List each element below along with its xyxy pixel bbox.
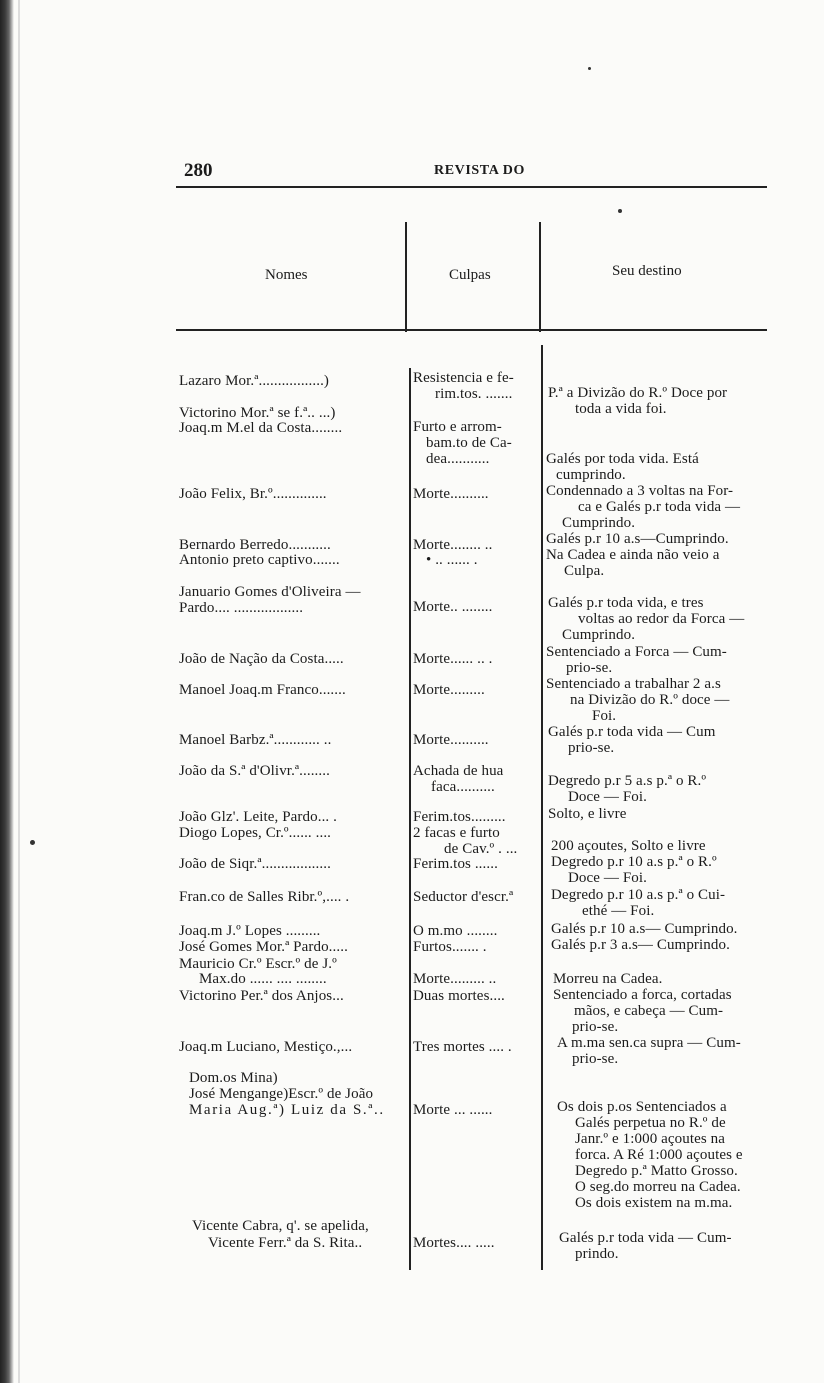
destino-entry: Doce — Foi. (568, 789, 648, 805)
name-entry: Bernardo Berredo........... (179, 537, 331, 553)
header-rule (176, 186, 767, 188)
destino-entry: Galés p.r toda vida, e tres (548, 595, 704, 611)
name-entry: Vicente Ferr.ª da S. Rita.. (208, 1235, 363, 1251)
ink-speck (588, 67, 591, 70)
page-spine-shadow (0, 0, 14, 1383)
destino-entry: Galés por toda vida. Está (546, 451, 699, 467)
destino-entry: Cumprindo. (562, 515, 636, 531)
name-entry: João Felix, Br.º.............. (179, 486, 327, 502)
culpa-entry: Furtos....... . (413, 939, 487, 955)
column-header-culpas: Culpas (449, 267, 491, 283)
column-divider (409, 368, 411, 1270)
culpa-entry: Morte......... .. (413, 971, 497, 987)
destino-entry: P.ª a Divizão do R.º Doce por (548, 385, 728, 401)
culpa-entry: Resistencia e fe- (413, 370, 514, 386)
destino-entry: Degredo p.ª Matto Grosso. (575, 1163, 738, 1179)
name-entry: Victorino Mor.ª se f.ª.. ...) (179, 405, 336, 421)
destino-entry: Sentenciado a trabalhar 2 a.s (546, 676, 721, 692)
destino-entry: Os dois existem na m.ma. (575, 1195, 733, 1211)
culpa-entry: Morte.......... (413, 486, 489, 502)
name-entry: Diogo Lopes, Cr.º...... .... (179, 825, 332, 841)
destino-entry: prio-se. (566, 660, 613, 676)
destino-entry: 200 açoutes, Solto e livre (551, 838, 706, 854)
culpa-entry: Morte.. ........ (413, 599, 493, 615)
name-entry: Victorino Per.ª dos Anjos... (179, 988, 344, 1004)
destino-entry: Cumprindo. (562, 627, 636, 643)
destino-entry: Galés perpetua no R.º de (575, 1115, 726, 1131)
name-entry: Maria Aug.ª) Luiz da S.ª.. (189, 1102, 385, 1118)
culpa-entry: • .. ...... . (426, 552, 478, 568)
culpa-entry: Ferim.tos ...... (413, 856, 498, 872)
culpa-entry: Achada de hua (413, 763, 504, 779)
destino-entry: voltas ao redor da Forca — (578, 611, 745, 627)
name-entry: João de Nação da Costa..... (179, 651, 344, 667)
ink-speck (30, 840, 35, 845)
name-entry: João de Siqr.ª.................. (179, 856, 331, 872)
name-entry: Manoel Joaq.m Franco....... (179, 682, 346, 698)
name-entry: Dom.os Mina) (189, 1070, 278, 1086)
destino-entry: Janr.º e 1:000 açoutes na (575, 1131, 726, 1147)
destino-entry: Galés p.r 3 a.s— Cumprindo. (551, 937, 730, 953)
destino-entry: prindo. (575, 1246, 619, 1262)
destino-entry: Galés p.r toda vida — Cum (548, 724, 716, 740)
destino-entry: prio-se. (572, 1019, 619, 1035)
name-entry: João da S.ª d'Olivr.ª........ (179, 763, 330, 779)
destino-entry: Galés p.r 10 a.s— Cumprindo. (551, 921, 738, 937)
destino-entry: Degredo p.r 10 a.s p.ª o R.º (551, 854, 717, 870)
culpa-entry: 2 facas e furto (413, 825, 500, 841)
culpa-entry: O m.mo ........ (413, 923, 498, 939)
culpa-entry: Duas mortes.... (413, 988, 505, 1004)
destino-entry: Sentenciado a Forca — Cum- (546, 644, 727, 660)
name-entry: Joaq.m J.º Lopes ......... (179, 923, 321, 939)
destino-entry: Culpa. (564, 563, 605, 579)
culpa-entry: Morte........ .. (413, 537, 493, 553)
destino-entry: Galés p.r 10 a.s—Cumprindo. (546, 531, 729, 547)
column-header-rule (176, 329, 767, 331)
culpa-entry: rim.tos. ....... (435, 386, 513, 402)
culpa-entry: Morte......... (413, 682, 485, 698)
culpa-entry: Morte.......... (413, 732, 489, 748)
name-entry: João Glz'. Leite, Pardo... . (179, 809, 337, 825)
culpa-entry: Seductor d'escr.ª (413, 889, 514, 905)
running-title: REVISTA DO (434, 163, 525, 178)
culpa-entry: Tres mortes .... . (413, 1039, 512, 1055)
culpa-entry: faca.......... (431, 779, 495, 795)
name-entry: Joaq.m M.el da Costa........ (179, 420, 343, 436)
destino-entry: ca e Galés p.r toda vida — (578, 499, 741, 515)
destino-entry: mãos, e cabeça — Cum- (574, 1003, 724, 1019)
column-divider (539, 222, 541, 332)
culpa-entry: Furto e arrom- (413, 419, 502, 435)
name-entry: José Mengange)Escr.º de João (189, 1086, 374, 1102)
destino-entry: prio-se. (568, 740, 615, 756)
destino-entry: Foi. (592, 708, 617, 724)
destino-entry: Condennado a 3 voltas na For- (546, 483, 734, 499)
culpa-entry: bam.to de Ca- (426, 435, 512, 451)
name-entry: Mauricio Cr.º Escr.º de J.º (179, 956, 337, 972)
culpa-entry: Mortes.... ..... (413, 1235, 495, 1251)
destino-entry: prio-se. (572, 1051, 619, 1067)
destino-entry: Doce — Foi. (568, 870, 648, 886)
destino-entry: forca. A Ré 1:000 açoutes e (575, 1147, 743, 1163)
name-entry: Vicente Cabra, q'. se apelida, (192, 1218, 369, 1234)
name-entry: Pardo.... .................. (179, 600, 304, 616)
name-entry: Max.do ...... .... ........ (199, 971, 327, 987)
culpa-entry: Morte ... ...... (413, 1102, 493, 1118)
destino-entry: O seg.do morreu na Cadea. (575, 1179, 741, 1195)
destino-entry: Sentenciado a forca, cortadas (553, 987, 732, 1003)
column-divider (541, 345, 543, 1270)
destino-entry: Na Cadea e ainda não veio a (546, 547, 720, 563)
destino-entry: Morreu na Cadea. (553, 971, 663, 987)
column-header-destino: Seu destino (612, 263, 682, 279)
column-divider (405, 222, 407, 332)
name-entry: Lazaro Mor.ª.................) (179, 373, 330, 389)
page-gutter-line (18, 0, 20, 1383)
name-entry: Manoel Barbz.ª............ .. (179, 732, 332, 748)
name-entry: Januario Gomes d'Oliveira — (179, 584, 361, 600)
destino-entry: Os dois p.os Sentenciados a (557, 1099, 727, 1115)
name-entry: Antonio preto captivo....... (179, 552, 340, 568)
culpa-entry: Ferim.tos......... (413, 809, 506, 825)
culpa-entry: de Cav.º . ... (444, 841, 518, 857)
destino-entry: cumprindo. (556, 467, 626, 483)
name-entry: José Gomes Mor.ª Pardo..... (179, 939, 348, 955)
column-header-nomes: Nomes (265, 267, 308, 283)
destino-entry: A m.ma sen.ca supra — Cum- (557, 1035, 741, 1051)
destino-entry: Degredo p.r 10 a.s p.ª o Cui- (551, 887, 726, 903)
destino-entry: Galés p.r toda vida — Cum- (559, 1230, 732, 1246)
page-number: 280 (184, 160, 213, 181)
destino-entry: Solto, e livre (548, 806, 627, 822)
name-entry: Joaq.m Luciano, Mestiço.,... (179, 1039, 353, 1055)
destino-entry: ethé — Foi. (582, 903, 655, 919)
culpa-entry: Morte...... .. . (413, 651, 493, 667)
destino-entry: toda a vida foi. (575, 401, 667, 417)
name-entry: Fran.co de Salles Ribr.º,.... . (179, 889, 350, 905)
destino-entry: na Divizão do R.º doce — (570, 692, 730, 708)
culpa-entry: dea........... (426, 451, 490, 467)
destino-entry: Degredo p.r 5 a.s p.ª o R.º (548, 773, 707, 789)
ink-speck (618, 209, 622, 213)
